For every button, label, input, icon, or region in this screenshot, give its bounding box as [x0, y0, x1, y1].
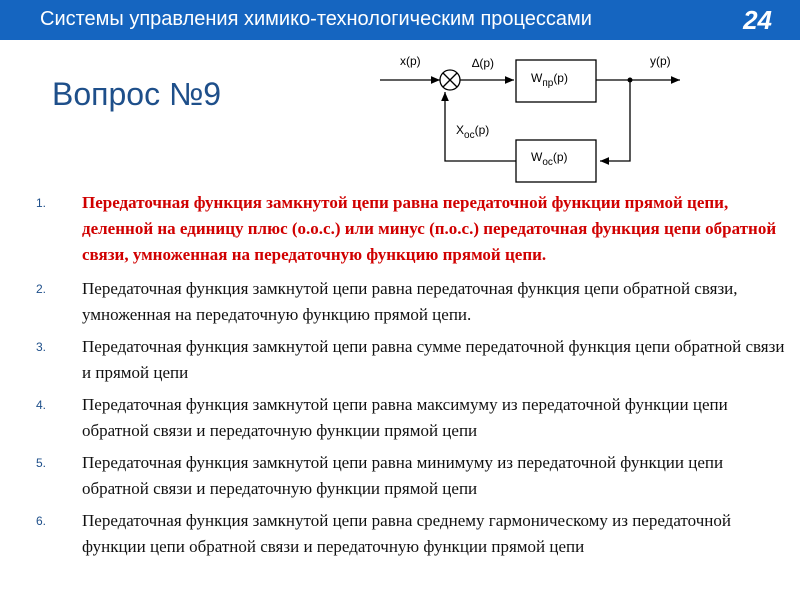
- answer-item-2: [20, 276, 790, 328]
- header-title: Системы управления химико-технологическим процессами: [40, 8, 592, 30]
- slide-number: 24: [743, 5, 772, 35]
- answer-item-6: [20, 508, 790, 560]
- forward-block-label: $W_{пр}(p)$: [531, 71, 568, 89]
- answer-text: Передаточная функция замкнутой цепи равна минимуму из передаточной функции цепи обратной связи и передаточную функции прямой цепи: [82, 453, 724, 498]
- answer-text: Передаточная функция замкнутой цепи равна передаточная функция цепи обратной связи, умноженная на передаточную функцию прямой цепи.: [82, 279, 738, 324]
- answer-item-4: [20, 392, 790, 444]
- answer-number: 6.: [36, 514, 47, 528]
- feedback-signal-label: $X_{ос}(p)$: [456, 123, 490, 141]
- block-diagram: [360, 44, 690, 194]
- input-label: x(p): [400, 54, 421, 68]
- answer-text: Передаточная функция замкнутой цепи равна передаточной функции прямой цепи, деленной на единицу плюс (о.о.с.) или минус (п.о.с.) передаточная функция цепи обратной связи, умноженная на передаточную функцию прямой цепи.: [82, 193, 777, 264]
- answer-number: 3.: [36, 340, 47, 354]
- feedback-block: [516, 140, 596, 182]
- answer-list: [20, 190, 790, 566]
- answer-text: Передаточная функция замкнутой цепи равна сумме передаточной функция цепи обратной связи и прямой цепи: [82, 337, 785, 382]
- feedback-block-label: $W_{ос}(p)$: [531, 150, 568, 168]
- answer-number: 4.: [36, 398, 47, 412]
- feedback-line-right: [600, 80, 630, 161]
- output-label: y(p): [650, 54, 671, 68]
- answer-number: 2.: [36, 282, 47, 296]
- answer-number: 1.: [36, 196, 47, 210]
- question-title: Вопрос №9: [52, 76, 222, 112]
- answer-item-3: [20, 334, 790, 386]
- header-bar: [0, 0, 800, 40]
- answer-item-1: [20, 190, 790, 268]
- summing-junction: [440, 70, 460, 90]
- forward-block: [516, 60, 596, 102]
- answer-number: 5.: [36, 456, 47, 470]
- error-label: ∆(p): [472, 56, 495, 70]
- answer-item-5: [20, 450, 790, 502]
- answer-text: Передаточная функция замкнутой цепи равна максимуму из передаточной функции цепи обратной связи и передаточную функции прямой цепи: [82, 395, 728, 440]
- answer-text: Передаточная функция замкнутой цепи равна среднему гармоническому из передаточной функции цепи обратной связи и передаточную функции прямой цепи: [82, 511, 731, 556]
